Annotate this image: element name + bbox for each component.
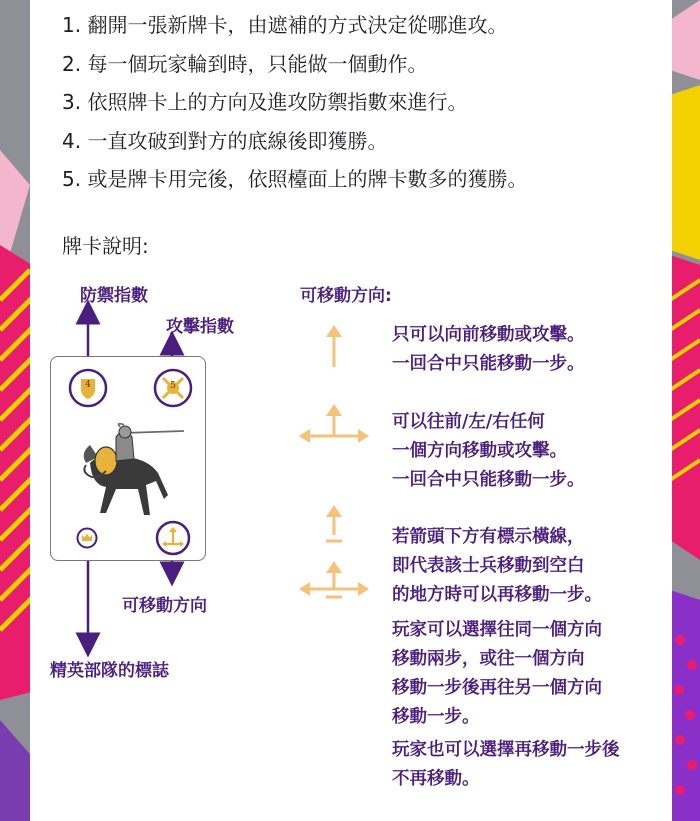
defense-value: 4 bbox=[85, 380, 91, 390]
attack-label: 攻擊指數 bbox=[166, 317, 234, 337]
desc-line: 一回合中只能移動一步。 bbox=[392, 470, 585, 490]
desc-line: 一個方向移動或攻擊。 bbox=[392, 441, 567, 461]
desc-line: 可以往前/左/右任何 bbox=[392, 412, 545, 432]
direction-title: 可移動方向: bbox=[300, 286, 392, 306]
rule-item: 5. 或是牌卡用完後，依照檯面上的牌卡數多的獲勝。 bbox=[62, 167, 528, 191]
rule-item: 1. 翻開一張新牌卡，由遮補的方式決定從哪進攻。 bbox=[62, 13, 508, 37]
direction-desc-forward bbox=[392, 321, 585, 379]
elite-crown-icon bbox=[76, 527, 98, 553]
desc-line: 玩家可以選擇往同一個方向 bbox=[392, 620, 602, 640]
desc-line: 玩家也可以選擇再移動一步後 bbox=[392, 740, 620, 760]
desc-line: 移動兩步，或往一個方向 bbox=[392, 649, 585, 669]
defense-label: 防禦指數 bbox=[80, 286, 148, 306]
desc-line: 移動一步後再往另一個方向 bbox=[392, 678, 602, 698]
knight-illustration bbox=[76, 423, 188, 523]
attack-value: 5 bbox=[170, 381, 176, 391]
direction-desc-bar bbox=[392, 523, 602, 610]
desc-line: 的地方時可以再移動一步。 bbox=[392, 585, 602, 605]
desc-line: 一回合中只能移動一步。 bbox=[392, 354, 585, 374]
direction-label: 可移動方向 bbox=[122, 596, 207, 616]
desc-line: 移動一步。 bbox=[392, 707, 480, 727]
rule-item: 4. 一直攻破到對方的底線後即獲勝。 bbox=[62, 128, 388, 153]
arrow-up-left-right-bar-icon bbox=[298, 559, 370, 603]
arrow-up-left-right-icon bbox=[298, 402, 370, 446]
arrow-up-icon bbox=[323, 323, 345, 369]
desc-line: 即代表該士兵移動到空白 bbox=[392, 556, 585, 576]
extra-note-two-steps bbox=[392, 616, 602, 732]
desc-line: 只可以向前移動或攻擊。 bbox=[392, 325, 585, 345]
sample-card bbox=[50, 356, 206, 561]
desc-line: 不再移動。 bbox=[392, 769, 480, 789]
card-section-title: 牌卡說明: bbox=[62, 234, 149, 258]
attack-swords-icon bbox=[153, 368, 193, 412]
elite-label: 精英部隊的標誌 bbox=[50, 661, 169, 681]
rule-item: 2. 每一個玩家輪到時，只能做一個動作。 bbox=[62, 51, 428, 76]
desc-line: 若箭頭下方有標示橫線， bbox=[392, 527, 585, 547]
direction-desc-three-way bbox=[392, 408, 585, 495]
direction-symbol-icon bbox=[155, 520, 191, 560]
extra-note-stop bbox=[392, 736, 620, 794]
rule-item: 3. 依照牌卡上的方向及進攻防禦指數來進行。 bbox=[62, 90, 468, 114]
arrow-up-bar-icon bbox=[323, 503, 345, 545]
defense-shield-icon bbox=[68, 368, 108, 412]
